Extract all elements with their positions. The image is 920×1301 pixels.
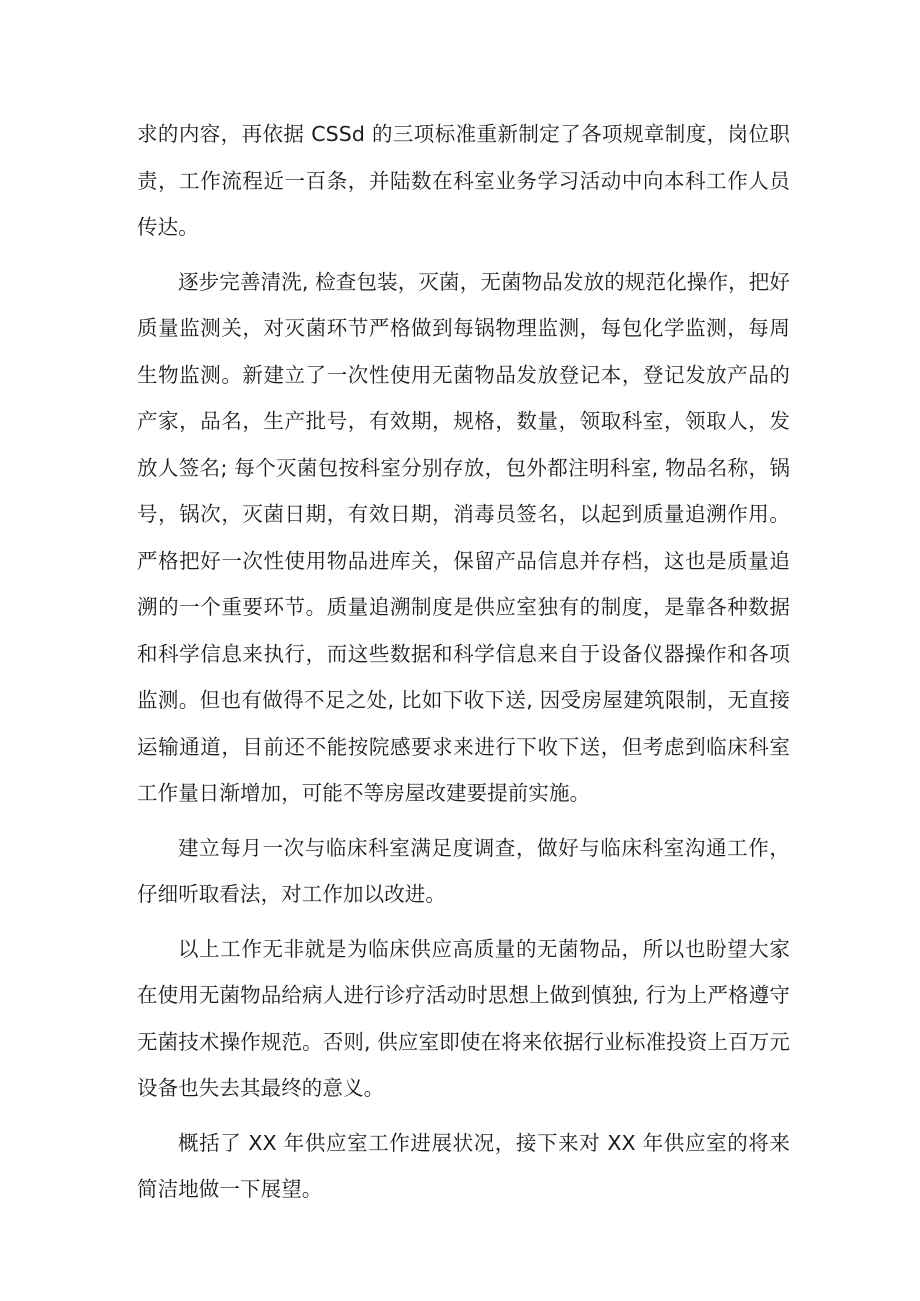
paragraph-continuation: 求的内容，再依据 CSSd 的三项标准重新制定了各项规章制度，岗位职责，工作流程近一百条，并陆数在科室业务学习活动中向本科工作人员传达。: [137, 122, 790, 239]
paragraph-quality-control: 逐步完善清洗, 检查包装，灭菌，无菌物品发放的规范化操作，把好质量监测关，对灭菌环节严格做到每锅物理监测，每包化学监测，每周生物监测。新建立了一次性使用无菌物品发放登记本，登记发放产品的产家，品名，生产批号，有效期，规格，数量，领取科室，领取人，发放人签名; 每个灭菌包按科室分别存放，包外都注明科室, 物品名称，锅号，锅次，灭菌日期，有效日期，消毒员签名，以起到质量追溯作用。严格把好一次性使用物品进库关，保留产品信息并存档，这也是质量追溯的一个重要环节。质量追溯制度是供应室独有的制度，是靠各种数据和科学信息来执行，而这些数据和科学信息来自于设备仪器操作和各项监测。但也有做得不足之处, 比如下收下送, 因受房屋建筑限制，无直接运输通道，目前还不能按院感要求来进行下收下送，但考虑到临床科室工作量日渐增加，可能不等房屋改建要提前实施。: [137, 269, 790, 805]
document-body: [137, 111, 790, 1221]
paragraph-satisfaction-survey: 建立每月一次与临床科室满足度调查，做好与临床科室沟通工作，仔细听取看法，对工作加以改进。: [137, 835, 790, 906]
paragraph-outlook: 概括了 XX 年供应室工作进展状况，接下来对 XX 年供应室的将来简洁地做一下展望。: [137, 1130, 790, 1201]
paragraph-sterile-practice: 以上工作无非就是为临床供应高质量的无菌物品，所以也盼望大家在使用无菌物品给病人进行诊疗活动时思想上做到慎独, 行为上严格遵守无菌技术操作规范。否则, 供应室即使在将来依据行业标准投资上百万元设备也失去其最终的意义。: [137, 936, 790, 1100]
